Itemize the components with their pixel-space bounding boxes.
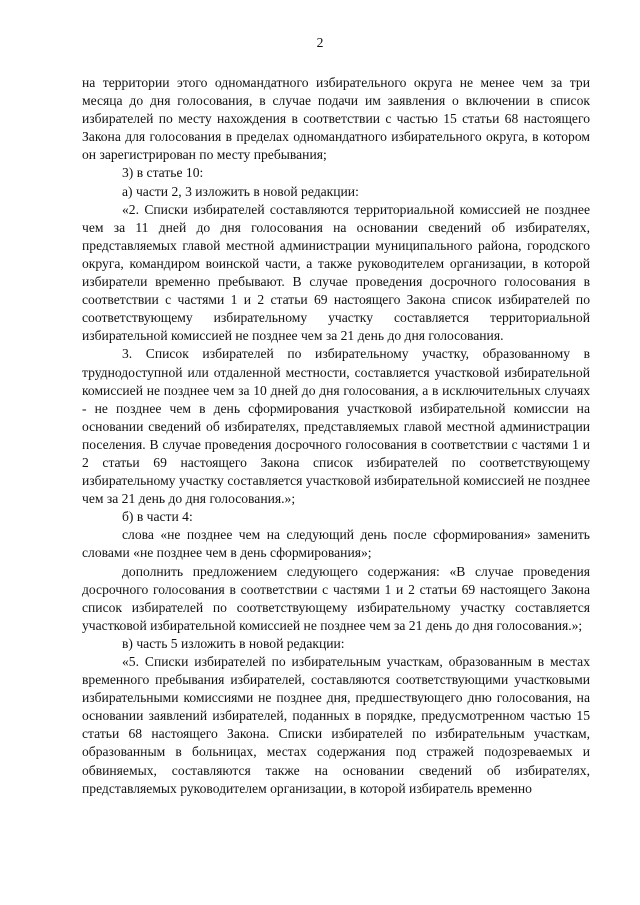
paragraph: слова «не позднее чем на следующий день после сформирования» заменить словами «не позднее чем в день сформирования»; xyxy=(82,527,590,561)
paragraph: «5. Списки избирателей по избирательным участкам, образованным в местах временного пребывания избирателей, составляются соответствующими участковыми избирательными комиссиями не позднее дня, предшествующего дню голосования, на основании заявлений избирателей, поданных в порядке, предусмотренном частью 15 статьи 68 настоящего Закона. Списки избирателей по избирательным участкам, образованным в больницах, местах содержания под стражей подозреваемых и обвиняемых, составляются также на основании сведений об избирателях, представляемых руководителем организации, в которой избиратель временно xyxy=(82,654,590,796)
paragraph: в) часть 5 изложить в новой редакции: xyxy=(122,635,345,651)
paragraph: а) части 2, 3 изложить в новой редакции: xyxy=(122,183,359,199)
paragraph: 3. Список избирателей по избирательному участку, образованному в труднодоступной или отдаленной местности, составляется участковой избирательной комиссией не позднее чем за 10 дней до дня голосования, а в исключительных случаях - не позднее чем в день сформирования участковой избирательной комиссии на основании сведений об избирателях, представляемых главой местной администрации поселения. В случае проведения досрочного голосования в соответствии с частями 1 и 2 статьи 69 настоящего Закона список избирателей по соответствующему избирательному участку составляется участковой избирательной комиссией не позднее чем за 21 день до дня голосования.»; xyxy=(82,346,590,507)
paragraph: дополнить предложением следующего содержания: «В случае проведения досрочного голосования в соответствии с частями 1 и 2 статьи 69 настоящего Закона список избирателей по соответствующему избирательному участку составляется участковой избирательной комиссией не позднее чем за 21 день до дня голосования.»; xyxy=(82,563,590,633)
document-body xyxy=(82,74,590,798)
paragraph: 3) в статье 10: xyxy=(122,165,204,181)
page-number: 2 xyxy=(316,35,324,50)
paragraph: б) в части 4: xyxy=(122,509,193,525)
paragraph: на территории этого одномандатного избирательного округа не менее чем за три месяца до дня голосования, в случае подачи им заявления о включении в список избирателей по месту нахождения в соответствии с частью 15 статьи 68 настоящего Закона для голосования в пределах одномандатного избирательного округа, в котором он зарегистрирован по месту пребывания; xyxy=(82,75,590,163)
paragraph: «2. Списки избирателей составляются территориальной комиссией не позднее чем за 11 дней до дня голосования на основании сведений об избирателях, представляемых главой местной администрации муниципального района, городского округа, командиром воинской части, а также руководителем организации, в которой избиратели временно пребывают. В случае проведения досрочного голосования в соответствии с частями 1 и 2 статьи 69 настоящего Закона список избирателей по соответствующему избирательному участку составляется территориальной избирательной комиссией не позднее чем за 21 день до дня голосования. xyxy=(82,201,590,344)
